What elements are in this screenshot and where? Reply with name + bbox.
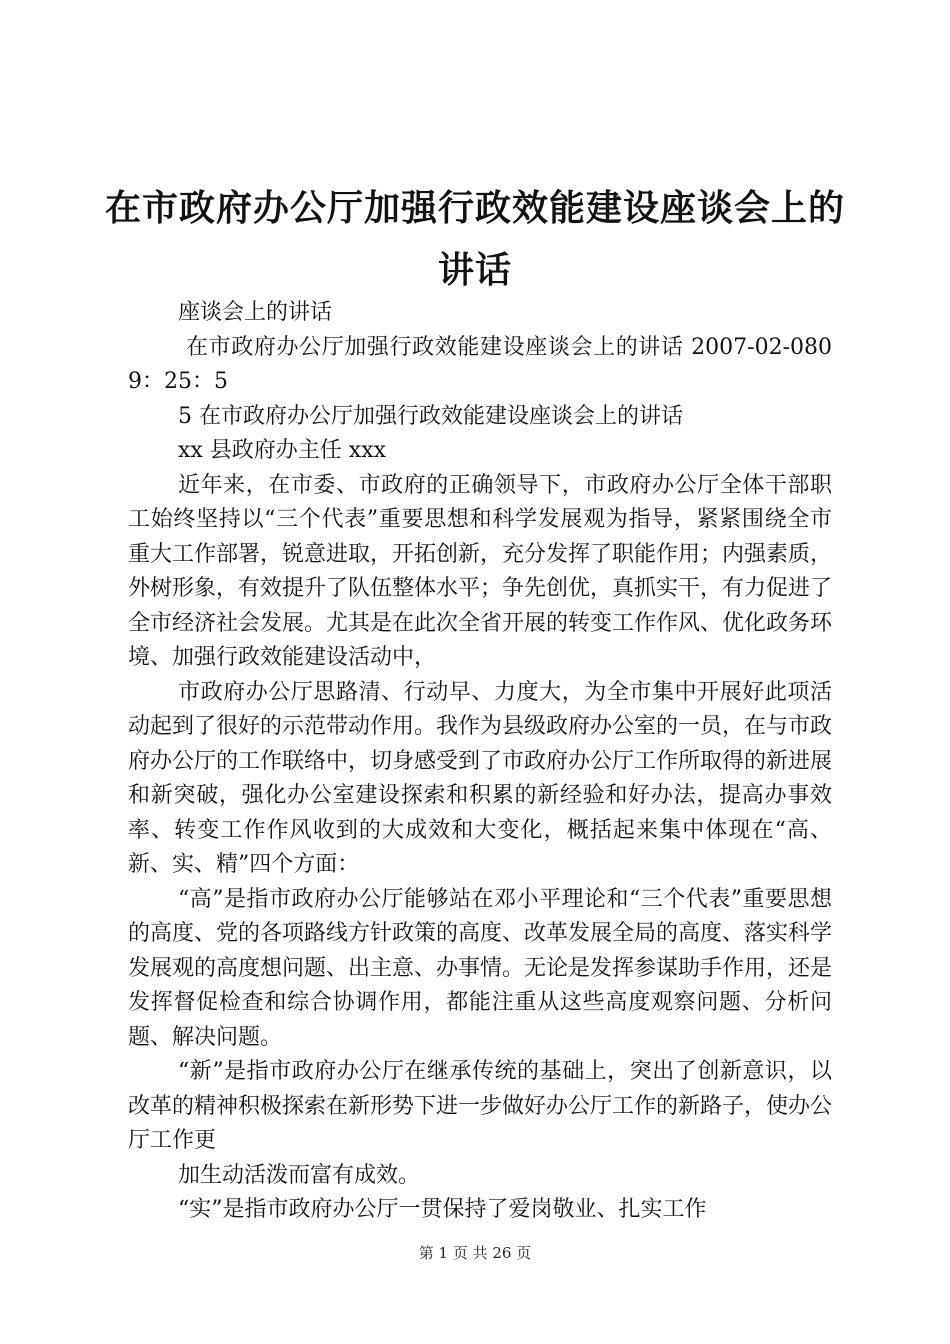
body-paragraph: 近年来，在市委、市政府的正确领导下，市政府办公厅全体干部职工始终坚持以“三个代表”重要思想和科学发展观为指导，紧紧围绕全市重大工作部署，锐意进取，开拓创新，充分发挥了职能作用；内强素质，外树形象，有效提升了队伍整体水平；争先创优，真抓实干，有力促进了全市经济社会发展。尤其是在此次全省开展的转变工作作风、优化政务环境、加强行政效能建设活动中， bbox=[128, 472, 833, 670]
body-paragraph: 市政府办公厅思路清、行动早、力度大，为全市集中开展好此项活动起到了很好的示范带动作用。我作为县级政府办公室的一员，在与市政府办公厅的工作联络中，切身感受到了市政府办公厅工作所取得的新进展和新突破，强化办公室建设探索和积累的新经验和好办法，提高办事效率、转变工作作风收到的大成效和大变化，概括起来集中体现在“高、新、实、精”四个方面： bbox=[128, 679, 833, 877]
author-paragraph: xx 县政府办主任 xxx bbox=[178, 438, 387, 463]
title-line-1: 在市政府办公厅加强行政效能建设座谈会上的 bbox=[104, 188, 845, 229]
source-line-paragraph: 在市政府办公厅加强行政效能建设座谈会上的讲话 2007-02-0809：25：5 bbox=[128, 334, 832, 394]
document-title bbox=[100, 178, 850, 302]
body-paragraph: “实”是指市政府办公厅一贯保持了爱岗敬业、扎实工作 bbox=[178, 1197, 707, 1222]
repeat-title-paragraph: 5 在市政府办公厅加强行政效能建设座谈会上的讲话 bbox=[178, 403, 683, 429]
body-paragraph: “高”是指市政府办公厅能够站在邓小平理论和“三个代表”重要思想的高度、党的各项路线方针政策的高度、改革发展全局的高度、落实科学发展观的高度想问题、出主意、办事情。无论是发挥参谋助手作用，还是发挥督促检查和综合协调作用，都能注重从这些高度观察问题、分析问题、解决问题。 bbox=[128, 886, 833, 1050]
document-body bbox=[128, 296, 832, 1228]
body-paragraph: 加生动活泼而富有成效。 bbox=[178, 1162, 421, 1188]
title-line-2: 讲话 bbox=[437, 250, 512, 291]
page-footer: 第 1 页 共 26 页 bbox=[418, 1244, 532, 1262]
body-paragraph: “新”是指市政府办公厅在继承传统的基础上，突出了创新意识，以改革的精神积极探索在新形势下进一步做好办公厅工作的新路子，使办公厅工作更 bbox=[128, 1059, 833, 1153]
subtitle-paragraph: 座谈会上的讲话 bbox=[178, 300, 333, 325]
